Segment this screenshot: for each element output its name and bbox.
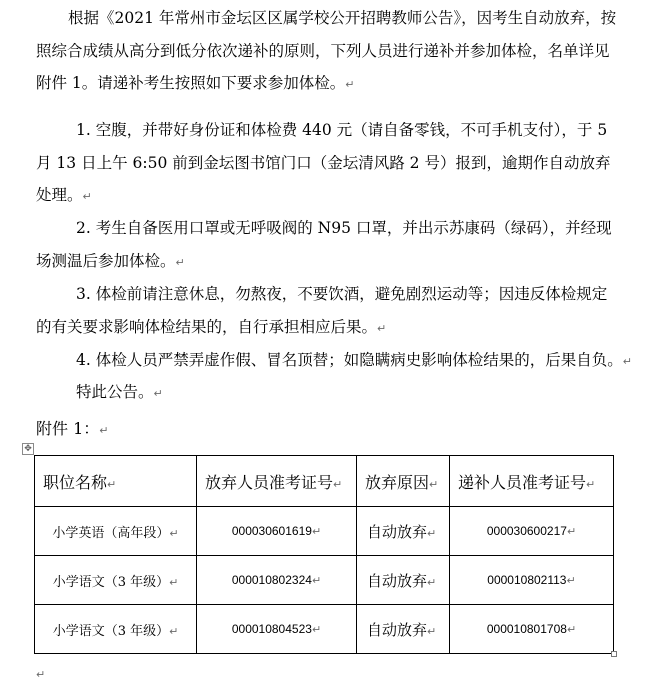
- cell-mark: ↵: [107, 477, 117, 491]
- cell-mark: ↵: [311, 525, 322, 538]
- position-cell: 小学语文（3 年级）↵: [35, 605, 197, 654]
- cell-mark: ↵: [586, 477, 596, 491]
- cell-mark: ↵: [566, 574, 576, 587]
- requirement-1: 1. 空腹，并带好身份证和体检费 440 元（请自备零钱，不可手机支付），于 5 月 13 日上午 6:50 前到金坛图书馆门口（金坛清风路 2 号）报到，逾期作自动放弃处理。↵: [36, 121, 611, 204]
- replacement-table: [34, 455, 614, 654]
- cell-mark: ↵: [429, 477, 439, 491]
- cell-mark: ↵: [427, 526, 437, 540]
- cell-mark: ↵: [311, 574, 322, 587]
- closing-line: 特此公告。↵: [76, 383, 163, 401]
- paragraph-mark: ↵: [153, 387, 163, 400]
- table-move-icon[interactable]: ✥: [22, 443, 34, 455]
- requirement-3: 3. 体检前请注意休息，勿熬夜，不要饮酒，避免剧烈运动等；因违反体检规定的有关要求影响体检结果的，自行承担相应后果。↵: [36, 285, 608, 336]
- replacement-id-cell: 000010802113↵: [450, 556, 614, 605]
- cell-mark: ↵: [566, 623, 577, 636]
- replacement-id-cell: 000030600217↵: [450, 507, 614, 556]
- paragraph-mark: ↵: [82, 190, 92, 203]
- replacement-id-cell: 000010801708↵: [450, 605, 614, 654]
- cell-mark: ↵: [169, 526, 179, 540]
- header-cell: 放弃原因↵: [357, 456, 450, 507]
- table-row: [35, 556, 614, 605]
- paragraph-mark: ↵: [36, 668, 46, 681]
- requirement-4: 4. 体检人员严禁弄虚作假、冒名顶替；如隐瞒病史影响体检结果的，后果自负。↵: [76, 351, 632, 369]
- reason-cell: 自动放弃↵: [357, 507, 450, 556]
- paragraph-mark: ↵: [622, 355, 632, 368]
- reason-cell: 自动放弃↵: [357, 556, 450, 605]
- paragraph-mark: ↵: [377, 321, 387, 335]
- table-row: [35, 507, 614, 556]
- position-cell: 小学英语（高年段）↵: [35, 507, 197, 556]
- reason-cell: 自动放弃↵: [357, 605, 450, 654]
- paragraph-mark: ↵: [175, 255, 185, 269]
- withdrawn-id-cell: 000010802324↵: [197, 556, 357, 605]
- paragraph-mark: ↵: [345, 78, 355, 91]
- header-cell: 职位名称↵: [35, 456, 197, 507]
- cell-mark: ↵: [427, 575, 437, 589]
- requirement-2: 2. 考生自备医用口罩或无呼吸阀的 N95 口罩，并出示苏康码（绿码），并经现场测温后参加体检。↵: [36, 219, 612, 270]
- cell-mark: ↵: [311, 623, 322, 636]
- intro-paragraph: 根据《2021 年常州市金坛区区属学校公开招聘教师公告》，因考生自动放弃，按照综合成绩从高分到低分依次递补的原则，下列人员进行递补并参加体检，名单详见附件 1。请递补考生按照如下要求参加体检。↵: [36, 9, 617, 92]
- cell-mark: ↵: [333, 477, 343, 491]
- cell-mark: ↵: [169, 575, 179, 589]
- cell-mark: ↵: [566, 525, 577, 538]
- header-cell: 放弃人员准考证号↵: [197, 456, 357, 507]
- table-header-row: [35, 456, 614, 507]
- position-cell: 小学语文（3 年级）↵: [35, 556, 197, 605]
- withdrawn-id-cell: 000010804523↵: [197, 605, 357, 654]
- cell-mark: ↵: [427, 624, 437, 638]
- cell-mark: ↵: [169, 624, 179, 638]
- table-resize-handle[interactable]: [611, 651, 617, 657]
- table-row: [35, 605, 614, 654]
- paragraph-mark: ↵: [99, 424, 109, 437]
- header-cell: 递补人员准考证号↵: [450, 456, 614, 507]
- attachment-label: 附件 1：↵: [36, 419, 109, 438]
- withdrawn-id-cell: 000030601619↵: [197, 507, 357, 556]
